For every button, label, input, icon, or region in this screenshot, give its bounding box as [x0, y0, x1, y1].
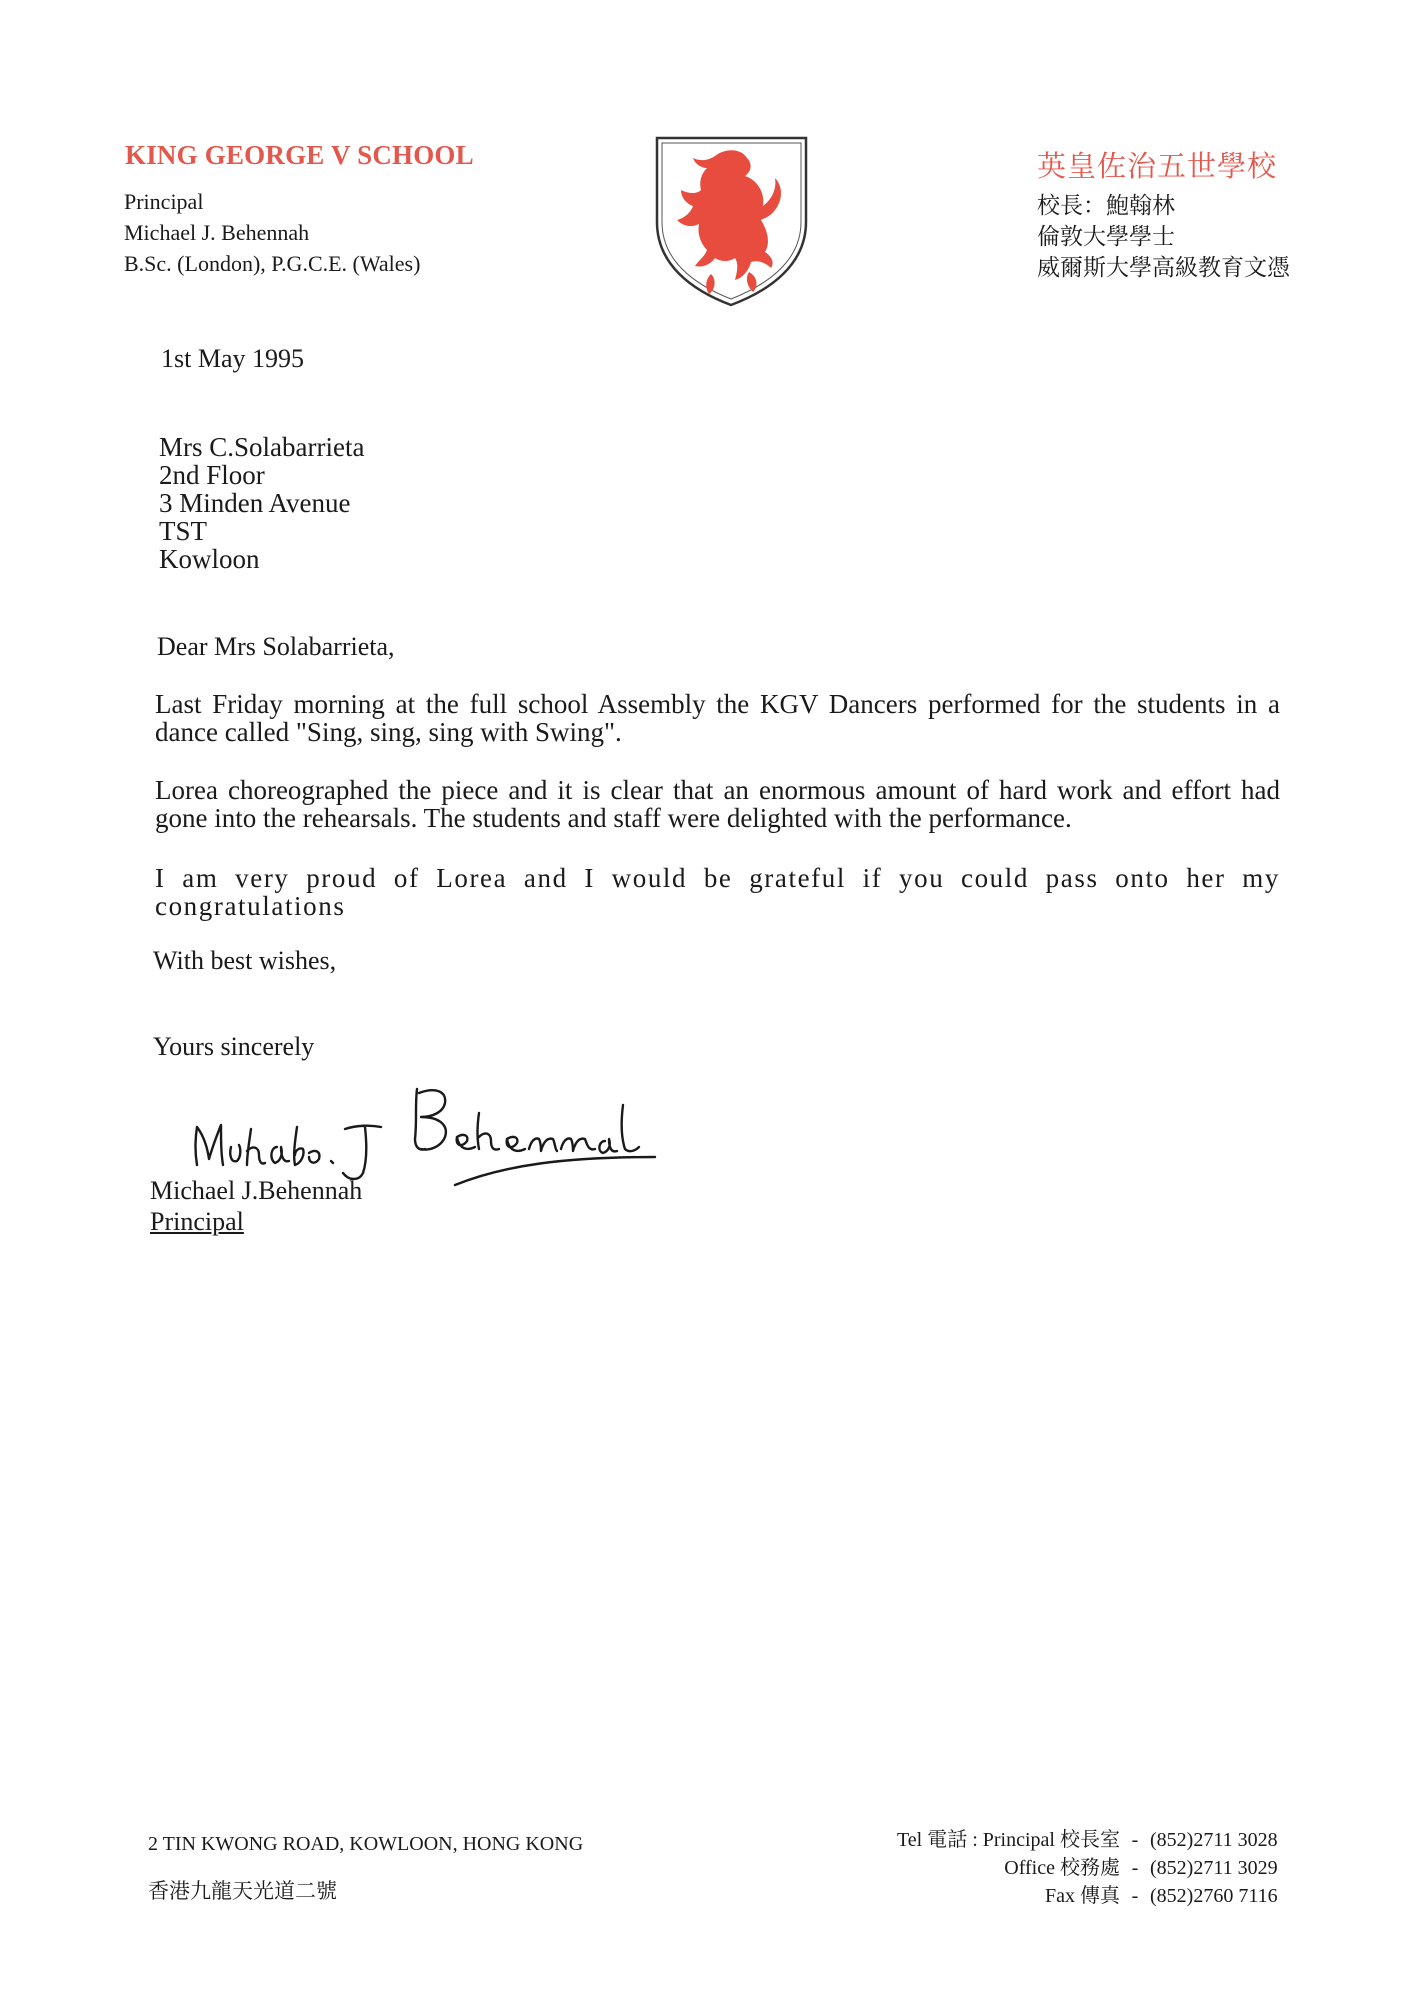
address-line: 2nd Floor [159, 460, 265, 490]
principal-title: Principal [124, 189, 204, 214]
address-line: Kowloon [159, 544, 260, 574]
contact-number: (852)2711 3029 [1150, 1857, 1278, 1879]
principal-zh: 校長：鮑翰林 [1037, 193, 1175, 218]
signer-block [150, 1175, 362, 1237]
contact-label: Tel 電話 : Principal 校長室 [896, 1829, 1120, 1851]
contact-number: (852)2711 3028 [1150, 1829, 1278, 1851]
body-paragraph: I am very proud of Lorea and I would be grateful if you could pass onto her my congratulations [155, 863, 1280, 921]
recipient-address [159, 433, 364, 573]
school-name-en: KING GEORGE V SCHOOL [125, 140, 474, 170]
principal-degrees: B.Sc. (London), P.G.C.E. (Wales) [124, 251, 421, 276]
body-paragraph: Last Friday morning at the full school Assembly the KGV Dancers performed for the students in a dance called "Sing, sing, sing with Swing". [155, 689, 1280, 747]
school-name-zh: 英皇佐治五世學校 [1037, 151, 1278, 183]
principal-name: Michael J. Behennah [124, 220, 310, 245]
address-line: TST [159, 516, 208, 546]
contact-number: (852)2760 7116 [1150, 1885, 1278, 1907]
principal-info-zh [1037, 190, 1290, 283]
school-crest-icon [653, 134, 810, 309]
footer-contacts [860, 1826, 1290, 1910]
footer-address-en: 2 TIN KWONG ROAD, KOWLOON, HONG KONG [148, 1833, 584, 1855]
contact-row [860, 1826, 1290, 1854]
signer-role: Principal [150, 1207, 244, 1236]
salutation: Dear Mrs Solabarrieta, [157, 632, 395, 661]
body-paragraph: Lorea choreographed the piece and it is clear that an enormous amount of hard work and effort had gone into the rehearsals. The students and staff were delighted with the performance. [155, 775, 1280, 833]
degree-zh-1: 倫敦大學學士 [1037, 224, 1175, 249]
closing: Yours sincerely [153, 1032, 315, 1061]
contact-row [860, 1854, 1290, 1882]
contact-label: Fax 傳真 [1045, 1885, 1120, 1907]
degree-zh-2: 威爾斯大學高級教育文憑 [1037, 255, 1290, 280]
contact-separator: - [1131, 1857, 1139, 1879]
contact-label: Office 校務處 [1004, 1857, 1120, 1879]
contact-separator: - [1131, 1829, 1139, 1851]
closing-wishes: With best wishes, [153, 946, 337, 975]
footer-address-zh: 香港九龍天光道二號 [148, 1879, 337, 1903]
signer-name: Michael J.Behennah [150, 1176, 363, 1205]
contact-row [860, 1882, 1290, 1910]
principal-info [124, 186, 420, 279]
handwritten-signature [185, 1065, 675, 1190]
address-line: 3 Minden Avenue [159, 488, 351, 518]
contact-separator: - [1131, 1885, 1139, 1907]
letter-date: 1st May 1995 [161, 344, 304, 373]
address-line: Mrs C.Solabarrieta [159, 432, 365, 462]
